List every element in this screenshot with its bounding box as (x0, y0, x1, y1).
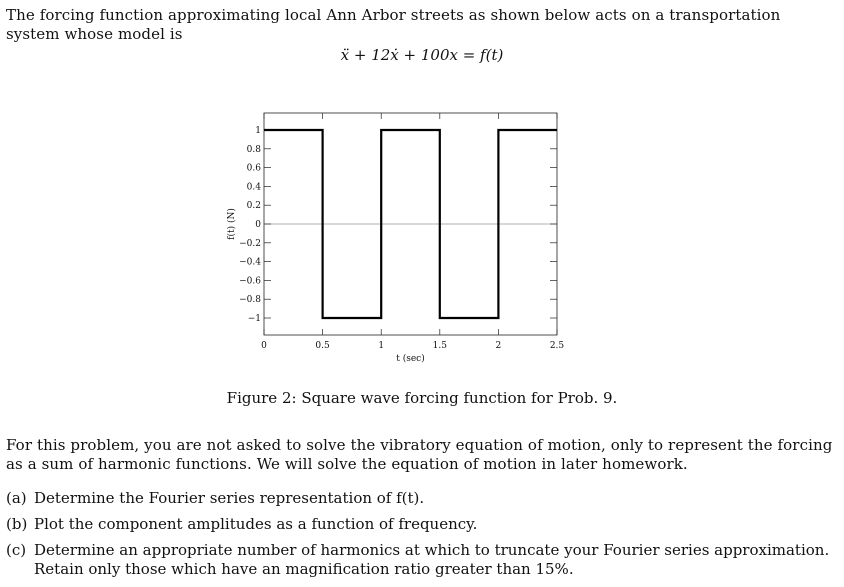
y-tick-label: 1 (255, 126, 261, 136)
y-tick-label: −1 (247, 314, 261, 324)
x-tick-label: 0 (261, 341, 267, 351)
item-b-number: (b) (6, 515, 28, 533)
y-tick-label: 0.4 (246, 182, 261, 193)
y-tick-label: 0.6 (246, 163, 261, 174)
item-c-text: Determine an appropriate number of harmonics at which to truncate your Fourier series approximation. Retain only those which have an magnification ratio greater than 15%. (34, 541, 830, 578)
y-tick-label: −0.8 (239, 295, 261, 306)
figure-caption: Figure 2: Square wave forcing function for Prob. 9. (226, 389, 618, 407)
x-axis-label: t (sec) (396, 354, 425, 364)
y-tick-label: 0.8 (246, 144, 261, 155)
x-tick-label: 2 (495, 341, 502, 351)
y-tick-label: 0 (255, 220, 261, 230)
y-axis-label: f(t) (N) (227, 208, 237, 240)
item-b (6, 515, 838, 534)
item-a-number: (a) (6, 489, 27, 507)
item-a (6, 489, 838, 508)
item-c-number: (c) (6, 541, 27, 559)
y-tick-label: −0.6 (239, 276, 261, 287)
x-tick-label: 2.5 (549, 341, 565, 351)
x-tick-label: 0.5 (315, 341, 330, 351)
y-tick-label: 0.2 (246, 201, 261, 212)
x-tick-label: 1.5 (432, 341, 447, 351)
y-tick-label: −0.2 (239, 238, 261, 249)
item-b-text: Plot the component amplitudes as a function of frequency. (34, 515, 478, 533)
item-a-text: Determine the Fourier series representation of f(t). (34, 489, 425, 507)
item-c (6, 541, 838, 579)
problem-paragraph: For this problem, you are not asked to solve the vibratory equation of motion, only to represent the forcing as a sum of harmonic functions. We will solve the equation of motion in later homework. (6, 436, 833, 473)
problem-intro: The forcing function approximating local Ann Arbor streets as shown below acts on a transportation system whose model is (6, 6, 781, 43)
equation-of-motion: ẍ + 12ẋ + 100x = f(t) (340, 46, 504, 64)
x-tick-label: 1 (378, 341, 385, 351)
y-tick-label: −0.4 (239, 257, 261, 268)
